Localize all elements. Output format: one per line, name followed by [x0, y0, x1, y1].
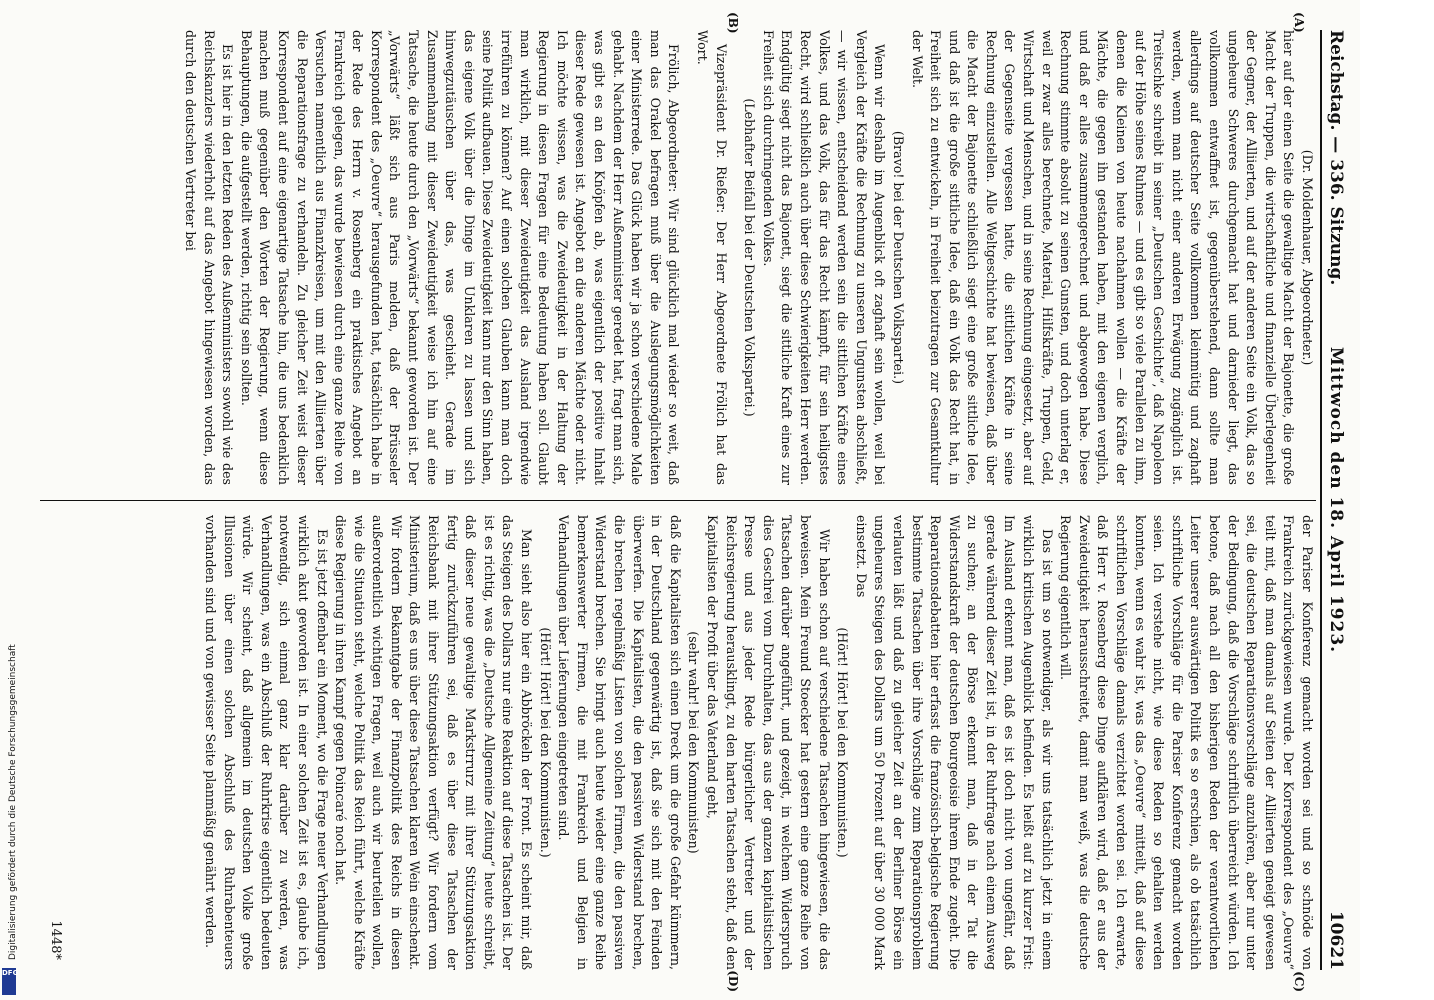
header-page-number: 10621	[1326, 910, 1346, 970]
margin-marker-a: (A)	[1292, 12, 1306, 33]
paragraph: Es ist hier in den letzten Reden des Außenministers sowohl wie des Reichskanzlers wiederholt auf das Angebot hingewiesen worden, das durch den deutschen Vertreter bei	[182, 30, 236, 485]
paragraph: Das ist um so notwendiger, als wir uns tatsächlich jetzt in einem wirklich kritischen Augenblick befinden. Es heißt auf zu kurzer Frist: Im Ausland erkennt man, daß es ist doch nicht von ungefähr, daß gerade während dieser Zeit ist, in der Ruhrfrage nach einem Ausweg zu suchen; an der Börse erkennt man, daß in der Tat die Widerstandskraft der deutschen Bourgeoisie ihrem Ende zugeht. Die Reparationsdebatten hier erfasst die französisch-belgische Regierung bestimmte Tatsachen über ihre Vorschläge zum Reparationsproblem verlauten läßt und daß zu gleicher Zeit an der Berliner Börse ein ungeheures Steigen des Dollars um 50 Prozent auf über 30 000 Mark einsetzt. Das	[853, 515, 1055, 970]
page-signature: 1448*	[48, 920, 63, 960]
dfg-logo	[2, 968, 19, 995]
paragraph: Wenn wir deshalb im Augenblick oft zaghaft sein wollen, weil bei Vergleich der Kräfte die Rechnung zu unseren Ungunsten abschließt, — wir wissen, entscheidend werden sein die sittlichen Kräfte eines Volkes, und das Volk, das für das Recht kämpft, für sein heiligstes Recht, wird schließlich auch über diese Schwierigkeiten Herr werden. Endgültig siegt nicht das Bajonett, siegt die sittliche Kraft eines zur Freiheit sich durchringenden Volkes.	[760, 30, 888, 485]
column-divider	[40, 500, 1316, 501]
logo-text: DFG	[2, 969, 19, 977]
paragraph: Man sieht also hier ein Abbröckeln der Front. Es scheint mir, daß das Steigen des Dollars nur eine Reaktion auf diese Tatsachen ist. Der ist es richtig, was die „Deutsche Allgemeine Zeitung“ heute schreibt, daß dieser neue gewaltige Markstrrurz mit ihrer Stützungsaktion fertig zurückzuführen sei, daß es über diese Tatsachen der Reichsbank mit ihrer Stützungsaktion verfügt? Wir fordern vom Ministerium, daß es uns über diese Tatsachen klaren Wein einschenkt. Wir fordern Bekanntgabe der Finanzpolitik des Reichs in diesen außerordentlich wichtigen Fragen, weil auch wir beurteilen wollen, wie die Situation steht, welche Politik das Reich führt, welche Kräfte diese Regierung in ihren Kampf gegen Poincaré noch hat.	[333, 515, 535, 970]
margin-marker-c: (C)	[1292, 971, 1306, 992]
margin-marker-d: (D)	[726, 970, 740, 992]
margin-marker-b: (B)	[726, 12, 740, 34]
page-header	[1320, 30, 1350, 970]
speaker-note: (Dr. Moldenhauer, Abgeordneter.)	[1300, 149, 1315, 366]
applause-note: (Lebhafter Beifall bei der Deutschen Volkspartei.)	[742, 98, 758, 417]
header-session: Reichstag. — 336. Sitzung.	[1326, 30, 1346, 286]
digitization-credit	[0, 610, 22, 1000]
chair-announcement: Vizepräsident Dr. Rießer: Der Herr Abgeordnete Frölich hat das Wort.	[695, 30, 729, 485]
paragraph: Wir haben schon auf verschiedene Tatsachen hingewiesen, die das beweisen. Mein Freund Stoecker hat gestern eine ganze Reihe von Tatsachen darüber angeführt, und gezeigt, in welchem Widerspruch dies Geschrei vom Durchhalten, das aus der ganzen kapitalistischen Presse und aus jeder Rede bürgerlicher Vertreter und der Reichsregierung herausklingt, zu den harten Tatsachen steht, daß den Kapitalisten der Profit über das Vaterland geht,	[705, 515, 832, 970]
paragraph: hier auf der einen Seite die gewaltige Macht der Bajonette, die große Macht der Truppen, die wirtschaftliche und finanzielle Überlegenheit der Gegner, der Alliierten, und auf der anderen Seite ein Volk, das so ungeheure Schweres durchgemacht hat und darnieder liegt, das vollkommen entwaffnet ist, gegenüberstehend, dann sollte man allerdings auf deutscher Seite vollkommen kleinmütig und zaghaft werden, wenn man nicht einer anderen Erwägung zugänglich ist. Treitschke schreibt in seiner „Deutschen Geschichte“, daß Napoleon auf der Höhe seines Ruhmes — und es gibt so viele Parallelen zu ihm, denen die Kleinen von heute nachahmen wollen — die Kräfte der Mächte, die gegen ihn gestanden haben, mit den eigenen verglich, und daß er alles zusammengerechnet und abgewogen habe. Diese Rechnung stimmte absolut zu seinen Gunsten, und doch unterlag er, weil er zwar alles berechnete, Material, Hilfskräfte, Truppen, Geld, Wirtschaft und Menschen, und in seine Rechnung eingesetzt, aber auf der Gegenseite vergessen hatte, die sittlichen Kräfte in seine Rechnung einzustellen. Alle Weltgeschichte hat bewiesen, daß über die Macht der Bajonette schließlich siegt eine große sittliche Idee, und daß ist die große sittliche Idee, daß ein Volk das Recht hat, in Freiheit sich zu entwickeln, in Freiheit beizutragen zur Gesamtkultur der Welt.	[909, 30, 1297, 485]
credit-text: Digitalisierung gefördert durch die Deutsche Forschungsgemeinschaft	[8, 644, 18, 960]
paragraph: Frölich, Abgeordneter: Wir sind glücklich mal wieder so weit, daß man das Orakel befragen muß über die Auslegungsmöglichkeiten einer Ministerrede. Das Glück haben wir ja schon verschiedene Male gehabt. Nachdem der Herr Außenminister geredet hat, fragt man sich, was gibt es an den Knöpfen ab, was eigentlich der positive Inhalt dieser Rede gewesen ist. Angebot an die anderen Mächte oder nicht. Ich möchte wissen, was die Zweideutigkeit in der Haltung der Regierung in diesen Fragen für eine Bedeutung haben soll. Glaubt man wirklich, mit dieser Zweideutigkeit das Ausland irgendwie irreführen zu können? Auf einen solchen Glauben kann man doch seine Politik aufbauen. Diese Zweideutigkeit kann nur den Sinn haben, das eigene Volk über die Dinge im Unklaren zu lassen und sich hinwegzutäuschen über das, was geschieht. Gerade im Zusammenhang mit dieser Zweideutigkeit weise ich hin auf eine Tatsache, die heute durch den „Vorwärts“ bekannt geworden ist. Der „Vorwärts“ läßt sich aus Paris melden, daß der Brüsseler Korrespondent des „Oeuvre“ herausgefunden hat, tatsächlich habe in der Rede des Herrn v. Rosenberg ein praktisches Angebot an Frankreich gelegen, das wurde bewiesen durch eine ganze Reihe von Versuchen namentlich aus Finanzkreisen, um mit den Alliierten über die Reparationsfrage zu verhandeln. Zu gleicher Zeit weist dieser Korrespondent auf eine eigenartige Tatsache hin, die uns bedenklich machen muß gegenüber den Worten der Regierung, wenn diese Behauptungen, die aufgestellt werden, richtig sein sollten.	[238, 30, 682, 485]
left-column	[70, 30, 1316, 485]
header-date: Mittwoch den 18. April 1923.	[1326, 346, 1346, 654]
paragraph: daß die Kapitalisten sich einen Dreck um die große Gefahr kümmern, in der Deutschland gegenwärtig ist, daß sie sich mit den Feinden überwerfen. Die Kapitalisten, die den passiven Widerstand brechen, die brechen regelmäßig Listen von solchen Firmen, die den passiven Widerstand brechen. Sie bringt auch heute wieder eine ganze Reihe bemerkenswerter Firmen, die mit Frankreich und Belgien in Verhandlungen über Lieferungen eingetreten sind.	[556, 515, 683, 970]
paragraph: der Pariser Konferenz gemacht worden sei und so schnöde von Frankreich zurückgewiesen wurde. Der Korrespondent des „Oeuvre“ teilt mit, daß man damals auf Seiten der Alliierten geneigt gewesen sei, die deutschen Reparationsvorschläge anzuhören, aber nur unter der Bedingung, daß die Vorschläge schriftlich überreicht würden. Ich betone, daß nach all den bisherigen Reden der verantwortlichen Leiter unserer auswärtigen Politik es so erschien, als ob tatsächlich schriftliche Vorschläge für die Pariser Konferenz gemacht worden seien. Ich verstehe nicht, wie diese Reden so gehalten werden konnten, wenn es wahr ist, was das „Oeuvre“ mitteilt, daß auf diese schriftlichen Vorschläge damals verzichtet worden sei. Ich erwarte, daß Herr v. Rosenberg diese Dinge aufklären wird, daß er aus der Zweideutigkeit herausschreitet, damit man weiß, was die deutsche Regierung eigentlich will.	[1058, 515, 1315, 970]
paragraph: Es ist jetzt offenbar ein Moment, wo die Frage neuer Verhandlungen wirklich akut geworden ist. In einer solchen Zeit ist es, glaube ich, notwendig, sich einmal ganz klar darüber zu werden, was Verhandlungen, was ein Abschluß der Ruhrkrise eigentlich bedeuten würde. Wir scheint, daß allgemein im deutschen Volke große Illusionen über einen solchen Abschluß des Ruhrabenteuers vorhanden sind und von gewisser Seite planmäßig genährt werden.	[202, 515, 330, 970]
interjection-note: (Hört! Hört! bei den Kommunisten.)	[537, 627, 553, 858]
right-column	[70, 515, 1316, 970]
interjection-note: (sehr wahr! bei den Kommunisten)	[686, 631, 702, 854]
interjection-note: (Hört! Hört! bei den Kommunisten.)	[835, 627, 851, 858]
applause-note: (Bravo! bei der Deutschen Volkspartei.)	[890, 130, 906, 385]
